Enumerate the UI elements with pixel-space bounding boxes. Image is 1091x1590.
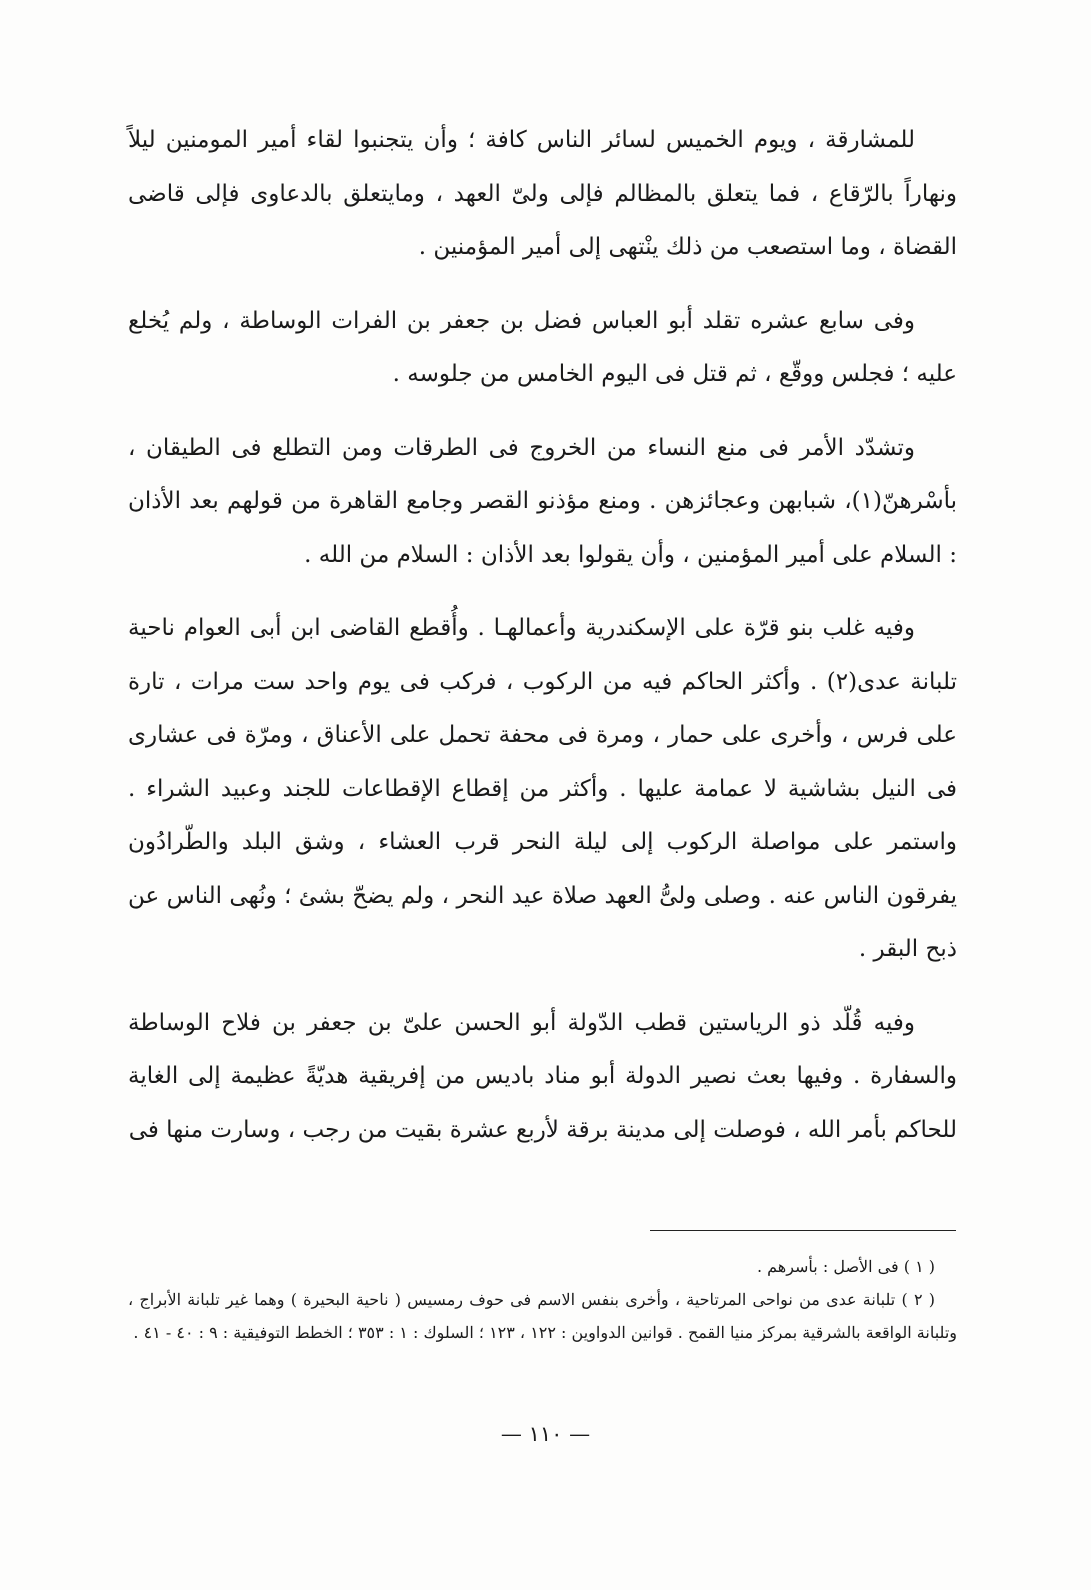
footnotes bbox=[128, 1250, 957, 1349]
paragraph-1: للمشارقة ، ويوم الخميس لسائر الناس كافة ؛ وأن يتجنبوا لقاء أمير المومنين ليلاً ونهاراً بالرّقاع ، فما يتعلق بالمظالم فإلى ولىّ العهد ، ومايتعلق بالدعاوى فإلى قاضى القضاة ، وما استصعب من ذلك ينْتهى إلى أمير المؤمنين . bbox=[128, 127, 957, 260]
paragraph-4: وفيه غلب بنو قرّة على الإسكندرية وأعمالهـا . وأُقطع القاضى ابن أبى العوام ناحية تلبانة عدى(٢) . وأكثر الحاكم فيه من الركوب ، فركب فى يوم واحد ست مرات ، تارة على فرس ، وأخرى على حمار ، ومرة فى محفة تحمل على الأعناق ، ومرّة فى عشارى فى النيل بشاشية لا عمامة عليها . وأكثر من إقطاع الإقطاعات للجند وعبيد الشراء . واستمر على مواصلة الركوب إلى ليلة النحر قرب العشاء ، وشق البلد والطّرادُون يفرقون الناس عنه . وصلى ولىُّ العهد صلاة عيد النحر ، ولم يضحّ بشئ ؛ ونُهى الناس عن ذبح البقر . bbox=[128, 615, 957, 962]
paragraph-2: وفى سابع عشره تقلد أبو العباس فضل بن جعفر بن الفرات الوساطة ، ولم يُخلع عليه ؛ فجلس ووقّع ، ثم قتل فى اليوم الخامس من جلوسه . bbox=[128, 307, 957, 387]
footnote-separator bbox=[650, 1230, 956, 1231]
paragraph-3: وتشدّد الأمر فى منع النساء من الخروج فى الطرقات ومن التطلع فى الطيقان ، بأسْرهنّ(١)، شبابهن وعجائزهن . ومنع مؤذنو القصر وجامع القاهرة من قولهم بعد الأذان : السلام على أمير المؤمنين ، وأن يقولوا بعد الأذان : السلام من الله . bbox=[128, 434, 957, 568]
page-number: — ١١٠ — bbox=[500, 1422, 591, 1446]
footnote-2: ( ٢ ) تلبانة عدى من نواحى المرتاحية ، وأخرى بنفس الاسم فى حوف رمسيس ( ناحية البحيرة ) وهما غير تلبانة الأبراج ، وتلبانة الواقعة بالشرقية بمركز منيا القمح . قوانين الدواوين : ١٢٢ ، ١٢٣ ؛ السلوك : ١ : ٣٥٣ ؛ الخطط التوفيقية : ٩ : ٤٠ - ٤١ . bbox=[128, 1290, 957, 1342]
body-text bbox=[128, 114, 957, 1177]
footnote-1: ( ١ ) فى الأصل : بأسرهم . bbox=[756, 1257, 935, 1276]
paragraph-5: وفيه قُلّد ذو الرياستين قطب الدّولة أبو الحسن علىّ بن جعفر بن فلاح الوساطة والسفارة . وفيها بعث نصير الدولة أبو مناد باديس من إفريقية هديّةً عظيمة إلى الغاية للحاكم بأمر الله ، فوصلت إلى مدينة برقة لأربع عشرة بقيت من رجب ، وسارت منها فى bbox=[128, 1009, 957, 1143]
